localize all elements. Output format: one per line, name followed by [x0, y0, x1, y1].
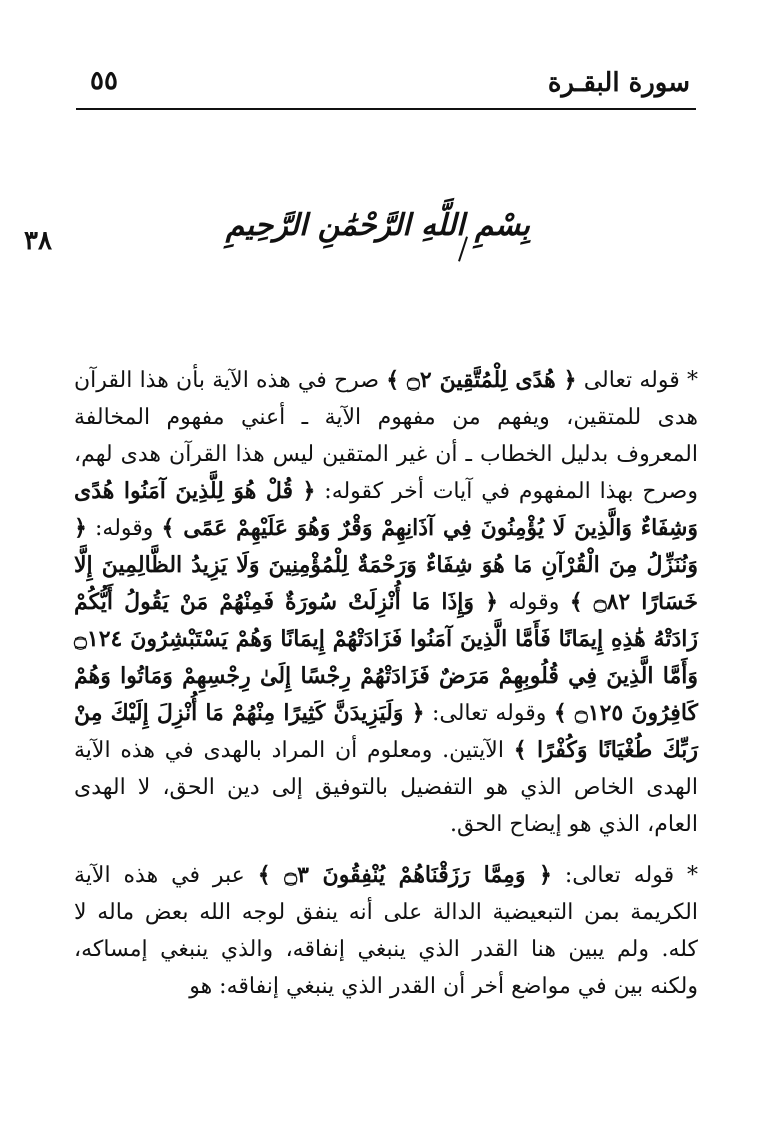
quran-verse: ﴿ وَمِمَّا رَزَقْنَاهُمْ يُنْفِقُونَ ۝٣ ﴾ — [257, 862, 552, 888]
paragraph — [74, 857, 698, 1005]
commentary-text: * قوله تعالى — [576, 368, 698, 393]
surah-title: سورة البقـرة — [547, 68, 690, 98]
commentary-text: عبر في هذه الآية الكريمة بمن التبعيضية الدالة على أنه ينفق لوجه الله بعض ماله لا كله. ولم يبين هنا القدر الذي ينبغي إنفاقه، والذي ينبغي إمساكه، ولكنه بين في مواضع أخر أن القدر الذي ينبغي إنفاقه: هو — [74, 863, 698, 999]
quran-verse: ﴿ وَنُنَزِّلُ مِنَ الْقُرْآنِ مَا هُوَ شِفَاءٌ وَرَحْمَةٌ لِلْمُؤْمِنِينَ وَلَا يَزِيدُ الظَّالِمِينَ إِلَّا خَسَارًا ۝٨٢ ﴾ — [74, 515, 698, 615]
margin-number: ٣٨ — [24, 226, 52, 256]
commentary-text: الآيتين. ومعلوم أن المراد بالهدى في هذه الآية الهدى الخاص الذي هو التفضيل بالتوفيق إلى دين الحق، لا الهدى العام، الذي هو إيضاح الحق. — [74, 738, 698, 837]
page-header — [76, 64, 696, 110]
commentary-text: وقوله: — [86, 516, 162, 541]
page-body-text — [74, 362, 698, 1019]
commentary-text: وقوله — [497, 590, 570, 615]
commentary-text: وقوله تعالى: — [424, 701, 554, 726]
paragraph — [74, 362, 698, 843]
basmala-calligraphy — [225, 208, 530, 268]
quran-verse: ﴿ وَإِذَا مَا أُنْزِلَتْ سُورَةٌ فَمِنْهُمْ مَنْ يَقُولُ أَيُّكُمْ زَادَتْهُ هَٰذِهِ إِيمَانًا فَأَمَّا الَّذِينَ آمَنُوا فَزَادَتْهُمْ إِيمَانًا وَهُمْ يَسْتَبْشِرُونَ ۝١٢٤ وَأَمَّا الَّذِينَ فِي قُلُوبِهِمْ مَرَضٌ فَزَادَتْهُمْ رِجْسًا إِلَىٰ رِجْسِهِمْ وَمَاتُوا وَهُمْ كَافِرُونَ ۝١٢٥ ﴾ — [74, 589, 698, 726]
basmala-text: بِسْمِ اللَّهِ الرَّحْمَٰنِ الرَّحِيمِ — [225, 208, 530, 243]
quran-verse: ﴿ وَلَيَزِيدَنَّ كَثِيرًا مِنْهُمْ مَا أُنْزِلَ إِلَيْكَ مِنْ رَبِّكَ طُغْيَانًا وَكُفْرًا ﴾ — [74, 700, 698, 763]
commentary-text: صرح في هذه الآية بأن هذا القرآن هدى للمتقين، ويفهم من مفهوم الآية ـ أعني مفهوم المخالفة المعروف بدليل الخطاب ـ أن غير المتقين ليس هذا القرآن هدى لهم، وصرح بهذا المفهوم في آيات أخر كقوله: — [74, 368, 698, 504]
quran-verse: ﴿ هُدًى لِلْمُتَّقِينَ ۝٢ ﴾ — [386, 367, 577, 393]
quran-verse: ﴿ قُلْ هُوَ لِلَّذِينَ آمَنُوا هُدًى وَشِفَاءٌ وَالَّذِينَ لَا يُؤْمِنُونَ فِي آذَانِهِمْ وَقْرٌ وَهُوَ عَلَيْهِمْ عَمًى ﴾ — [74, 478, 699, 541]
commentary-text: * قوله تعالى: — [551, 863, 699, 888]
page-number: ٥٥ — [90, 66, 118, 96]
